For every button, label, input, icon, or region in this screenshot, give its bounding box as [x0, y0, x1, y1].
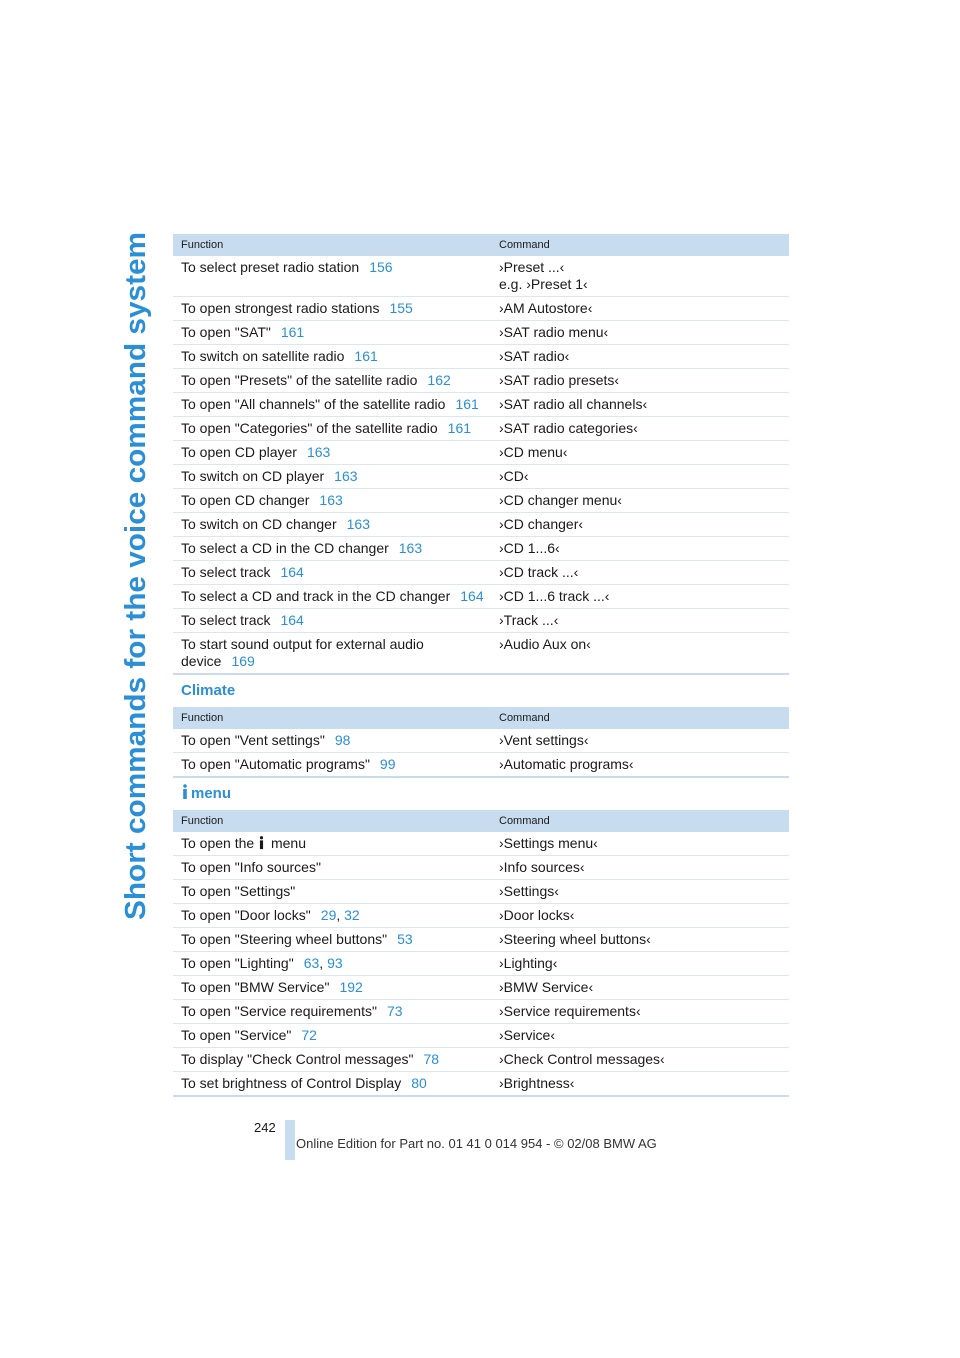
- function-cell: To open "Vent settings" 98: [173, 729, 491, 753]
- table-row: [173, 904, 789, 928]
- command-cell: ›AM Autostore‹: [491, 297, 789, 321]
- command-cell: ›CD changer menu‹: [491, 489, 789, 513]
- command-cell: ›SAT radio presets‹: [491, 369, 789, 393]
- content: [173, 234, 789, 1097]
- page-ref-link[interactable]: 192: [339, 979, 363, 995]
- page-ref-link[interactable]: 80: [411, 1075, 427, 1091]
- section-heading-menu: [173, 778, 789, 810]
- function-cell: To set brightness of Control Display 80: [173, 1072, 491, 1097]
- function-cell: To switch on satellite radio 161: [173, 345, 491, 369]
- function-cell: To open CD changer 163: [173, 489, 491, 513]
- function-cell: To open CD player 163: [173, 441, 491, 465]
- function-cell: To open "Steering wheel buttons" 53: [173, 928, 491, 952]
- page-ref-link[interactable]: 163: [398, 540, 423, 556]
- function-cell: To open "Presets" of the satellite radio 162: [173, 369, 491, 393]
- table-row: [173, 417, 789, 441]
- table-row: [173, 369, 789, 393]
- function-header: Function: [173, 234, 491, 256]
- page-number: 242: [254, 1120, 276, 1135]
- page-ref-link[interactable]: 163: [306, 444, 331, 460]
- command-cell: ›Vent settings‹: [491, 729, 789, 753]
- command-cell: ›Service requirements‹: [491, 1000, 789, 1024]
- page-ref-link[interactable]: 161: [455, 396, 479, 412]
- table-row: [173, 489, 789, 513]
- function-header: Function: [173, 810, 491, 832]
- function-cell: To open "BMW Service" 192: [173, 976, 491, 1000]
- footer-bar: [285, 1120, 295, 1160]
- function-cell: To open "Lighting" 63, 93: [173, 952, 491, 976]
- table-row: [173, 585, 789, 609]
- function-cell: To select a CD in the CD changer 163: [173, 537, 491, 561]
- page-ref-link[interactable]: 99: [379, 756, 396, 772]
- command-cell: ›Settings menu‹: [491, 832, 789, 856]
- table-row: [173, 633, 789, 675]
- function-cell: To open "Service requirements" 73: [173, 1000, 491, 1024]
- table-header-row: [173, 234, 789, 256]
- page-ref-link[interactable]: 162: [427, 372, 451, 388]
- command-cell: ›Door locks‹: [491, 904, 789, 928]
- function-cell: To open "Door locks" 29, 32: [173, 904, 491, 928]
- page-ref-link[interactable]: 53: [397, 931, 413, 947]
- table-row: [173, 513, 789, 537]
- function-cell: To open "Categories" of the satellite radio 161: [173, 417, 491, 441]
- function-cell: To select track 164: [173, 609, 491, 633]
- page-ref-link[interactable]: 72: [301, 1027, 317, 1043]
- page-ref-link[interactable]: 164: [280, 564, 304, 580]
- function-cell: To open "Service" 72: [173, 1024, 491, 1048]
- climate-commands-table: [173, 707, 789, 778]
- command-cell: ›Service‹: [491, 1024, 789, 1048]
- function-cell: To start sound output for external audio device 169: [173, 633, 491, 675]
- page-ref-link[interactable]: 169: [231, 653, 255, 669]
- command-cell: ›Settings‹: [491, 880, 789, 904]
- table-row: [173, 321, 789, 345]
- command-cell: ›Audio Aux on‹: [491, 633, 789, 675]
- command-cell: ›SAT radio‹: [491, 345, 789, 369]
- command-cell: ›Automatic programs‹: [491, 753, 789, 778]
- page-ref-link[interactable]: 93: [327, 955, 343, 971]
- table-row: [173, 729, 789, 753]
- command-cell: ›Preset ...‹ e.g. ›Preset 1‹: [491, 256, 789, 297]
- function-cell: To select a CD and track in the CD changer 164: [173, 585, 491, 609]
- page-ref-link[interactable]: 63: [303, 955, 320, 971]
- page-ref-link[interactable]: 32: [344, 907, 360, 923]
- page-ref-link[interactable]: 155: [389, 300, 413, 316]
- command-cell: ›SAT radio all channels‹: [491, 393, 789, 417]
- table-row: [173, 345, 789, 369]
- page-ref-link[interactable]: 164: [460, 588, 484, 604]
- audio-commands-table: [173, 234, 789, 675]
- function-header: Function: [173, 707, 491, 729]
- command-header: Command: [491, 810, 789, 832]
- table-row: [173, 537, 789, 561]
- function-cell: To switch on CD changer 163: [173, 513, 491, 537]
- side-title: [118, 230, 152, 920]
- command-cell: ›Steering wheel buttons‹: [491, 928, 789, 952]
- command-cell: ›Check Control messages‹: [491, 1048, 789, 1072]
- menu-heading-text: menu: [191, 785, 232, 802]
- table-row: [173, 1072, 789, 1097]
- command-header: Command: [491, 707, 789, 729]
- page-ref-link[interactable]: 73: [386, 1003, 403, 1019]
- section-heading-climate: Climate: [181, 682, 236, 699]
- page-ref-link[interactable]: 161: [280, 324, 305, 340]
- command-cell: ›CD‹: [491, 465, 789, 489]
- table-row: [173, 1048, 789, 1072]
- function-cell: To open strongest radio stations 155: [173, 297, 491, 321]
- table-header-row: [173, 810, 789, 832]
- table-row: [173, 880, 789, 904]
- table-row: [173, 832, 789, 856]
- function-cell: To open "Settings": [173, 880, 491, 904]
- table-row: [173, 297, 789, 321]
- command-cell: ›CD changer‹: [491, 513, 789, 537]
- command-cell: ›Brightness‹: [491, 1072, 789, 1097]
- table-row: [173, 928, 789, 952]
- page-ref-link[interactable]: 163: [319, 492, 343, 508]
- table-row: [173, 441, 789, 465]
- table-row: [173, 393, 789, 417]
- command-cell: ›SAT radio menu‹: [491, 321, 789, 345]
- table-row: [173, 753, 789, 778]
- command-cell: ›Lighting‹: [491, 952, 789, 976]
- function-cell: To open "Info sources": [173, 856, 491, 880]
- table-row: [173, 609, 789, 633]
- function-cell: To select track 164: [173, 561, 491, 585]
- table-row: [173, 952, 789, 976]
- table-row: [173, 856, 789, 880]
- table-header-row: [173, 707, 789, 729]
- edition-note: Online Edition for Part no. 01 41 0 014 954 - © 02/08 BMW AG: [296, 1136, 657, 1151]
- function-cell: To select preset radio station 156: [173, 256, 491, 297]
- info-i-icon: [258, 836, 265, 850]
- page-ref-link[interactable]: 98: [334, 732, 351, 748]
- page-ref-link[interactable]: 164: [280, 612, 304, 628]
- command-cell: ›Info sources‹: [491, 856, 789, 880]
- table-row: [173, 1024, 789, 1048]
- table-row: [173, 561, 789, 585]
- page-ref-link[interactable]: 161: [354, 348, 378, 364]
- table-row: [173, 976, 789, 1000]
- function-cell: To open "All channels" of the satellite radio 161: [173, 393, 491, 417]
- function-cell: To switch on CD player 163: [173, 465, 491, 489]
- page-ref-link[interactable]: 163: [346, 516, 370, 532]
- command-cell: ›CD track ...‹: [491, 561, 789, 585]
- info-i-icon: [181, 784, 189, 800]
- side-title-text: Short commands for the voice command system: [120, 249, 152, 920]
- command-cell: ›BMW Service‹: [491, 976, 789, 1000]
- table-row: [173, 465, 789, 489]
- page-ref-link[interactable]: 163: [334, 468, 358, 484]
- table-row: [173, 256, 789, 297]
- command-cell: ›CD 1...6‹: [491, 537, 789, 561]
- function-cell: To open "Automatic programs" 99: [173, 753, 491, 778]
- command-cell: ›CD 1...6 track ...‹: [491, 585, 789, 609]
- command-header: Command: [491, 234, 789, 256]
- command-cell: ›Track ...‹: [491, 609, 789, 633]
- function-cell: To open the menu: [173, 832, 491, 856]
- function-cell: To display "Check Control messages" 78: [173, 1048, 491, 1072]
- command-cell: ›CD menu‹: [491, 441, 789, 465]
- page-ref-link[interactable]: 78: [423, 1051, 440, 1067]
- command-cell: ›SAT radio categories‹: [491, 417, 789, 441]
- page-ref-link[interactable]: 29: [320, 907, 337, 923]
- page-ref-link[interactable]: 161: [447, 420, 472, 436]
- table-row: [173, 1000, 789, 1024]
- page-ref-link[interactable]: 156: [369, 259, 393, 275]
- menu-commands-table: [173, 810, 789, 1097]
- function-cell: To open "SAT" 161: [173, 321, 491, 345]
